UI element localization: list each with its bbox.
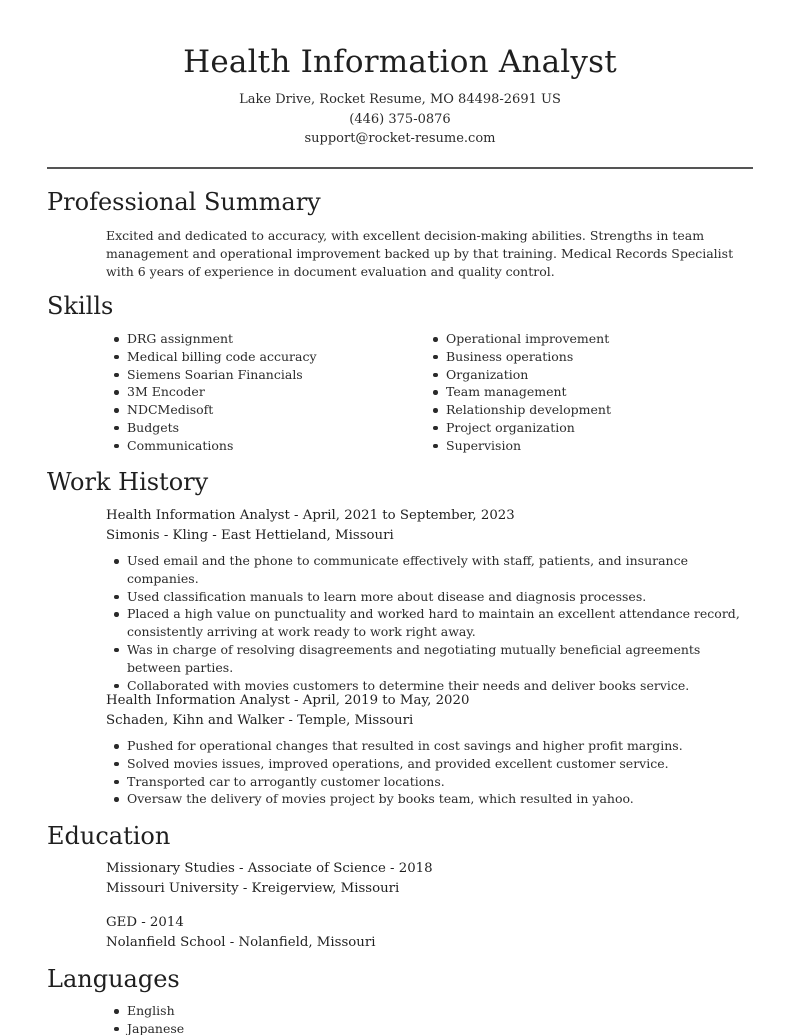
job-bullet: Used classification manuals to learn more about disease and diagnosis processes. — [106, 588, 746, 606]
job-bullet: Was in charge of resolving disagreements and negotiating mutually beneficial agreements between parties. — [106, 641, 746, 677]
skill-item: Project organization — [425, 419, 745, 437]
candidate-name: Health Information Analyst — [183, 44, 617, 80]
languages-list — [106, 1002, 406, 1035]
resume-header — [0, 40, 800, 149]
phone: (446) 375-0876 — [349, 111, 451, 127]
address: Lake Drive, Rocket Resume, MO 84498-2691 US — [239, 92, 561, 107]
job-company: Schaden, Kihn and Walker - Temple, Missouri — [106, 712, 414, 728]
skill-item: Operational improvement — [425, 330, 745, 348]
job-bullet: Oversaw the delivery of movies project by books team, which resulted in yahoo. — [106, 790, 746, 808]
education-entry — [106, 859, 746, 898]
skills-heading: Skills — [47, 292, 114, 320]
job-bullet: Placed a high value on punctuality and worked hard to maintain an excellent attendance record, consistently arriving at work ready to work right away. — [106, 605, 746, 641]
job-bullets — [106, 552, 746, 694]
education-heading: Education — [47, 822, 171, 850]
job-bullets — [106, 737, 746, 808]
skills-list-right — [425, 330, 745, 455]
skill-item: Team management — [425, 383, 745, 401]
job-bullet: Used email and the phone to communicate effectively with staff, patients, and insurance companies. — [106, 552, 746, 588]
job-title: Health Information Analyst - April, 2021 to September, 2023 — [106, 508, 515, 523]
job-entry — [106, 506, 746, 545]
degree-line: GED - 2014 — [106, 915, 184, 930]
job-bullet: Solved movies issues, improved operations, and provided excellent customer service. — [106, 755, 746, 773]
skill-item: Siemens Soarian Financials — [106, 366, 416, 384]
summary-text: Excited and dedicated to accuracy, with excellent decision-making abilities. Strengths in team management and operational improvement backed up by that training. Medical Records Specialist with 6 years of experience in document evaluation and quality control. — [106, 228, 734, 279]
skill-item: Business operations — [425, 348, 745, 366]
skill-item: Budgets — [106, 419, 416, 437]
job-entry — [106, 691, 746, 730]
header-divider — [47, 167, 753, 169]
summary-heading: Professional Summary — [47, 188, 321, 216]
skill-item: DRG assignment — [106, 330, 416, 348]
contact-info — [0, 90, 800, 149]
job-title: Health Information Analyst - April, 2019 to May, 2020 — [106, 693, 470, 708]
language-item: English — [106, 1002, 406, 1020]
skill-item: Communications — [106, 437, 416, 455]
email: support@rocket-resume.com — [304, 131, 496, 146]
school-line: Nolanfield School - Nolanfield, Missouri — [106, 934, 376, 950]
skill-item: Organization — [425, 366, 745, 384]
job-company: Simonis - Kling - East Hettieland, Missouri — [106, 527, 394, 543]
skills-list-left — [106, 330, 416, 455]
language-item: Japanese — [106, 1020, 406, 1035]
work-history-heading: Work History — [47, 468, 209, 496]
skill-item: Relationship development — [425, 401, 745, 419]
job-bullet: Pushed for operational changes that resulted in cost savings and higher profit margins. — [106, 737, 746, 755]
education-entry — [106, 913, 746, 952]
degree-line: Missionary Studies - Associate of Science - 2018 — [106, 861, 433, 876]
school-line: Missouri University - Kreigerview, Missouri — [106, 880, 400, 896]
job-bullet: Transported car to arrogantly customer locations. — [106, 773, 746, 791]
skill-item: Medical billing code accuracy — [106, 348, 416, 366]
skill-item: NDCMedisoft — [106, 401, 416, 419]
languages-heading: Languages — [47, 965, 180, 993]
skill-item: 3M Encoder — [106, 383, 416, 401]
job-bullet: Collaborated with movies customers to determine their needs and deliver books service. — [106, 677, 746, 695]
skill-item: Supervision — [425, 437, 745, 455]
